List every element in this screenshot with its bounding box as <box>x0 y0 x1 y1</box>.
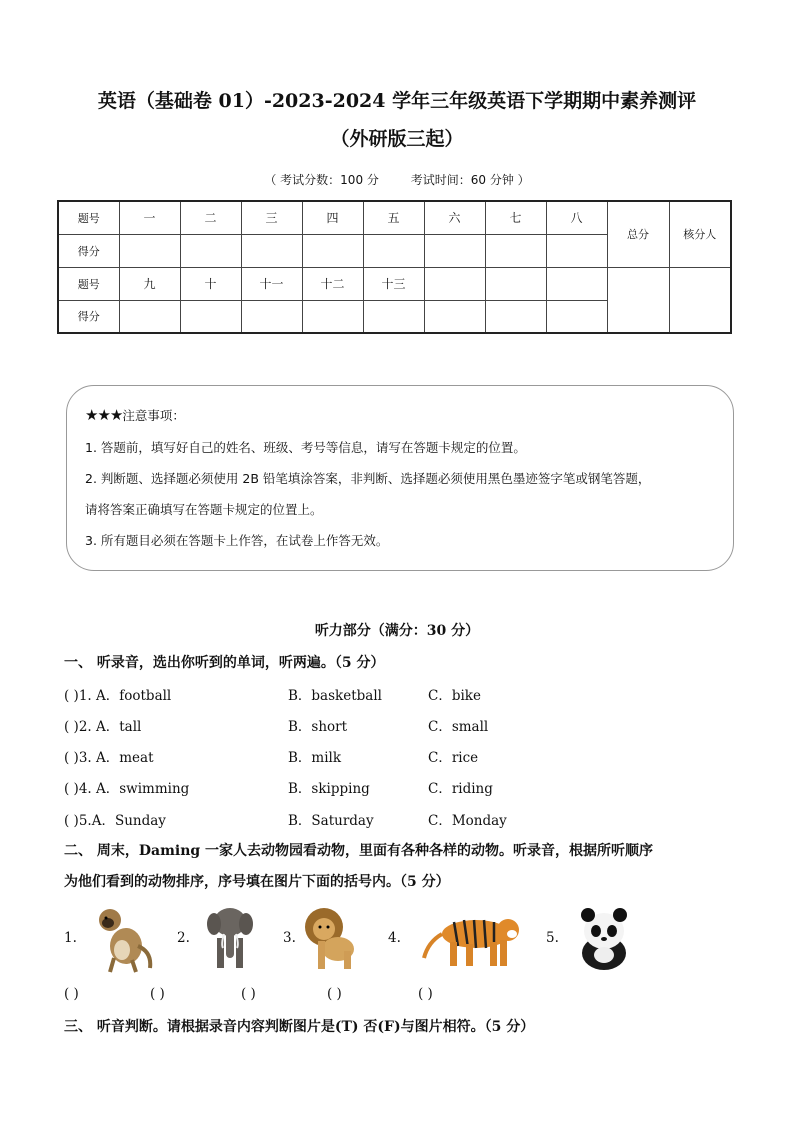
notice-box <box>66 385 734 571</box>
score-cell[interactable] <box>119 234 180 267</box>
checker-cell[interactable] <box>669 267 731 333</box>
notice-heading <box>85 406 185 424</box>
col-header: 一 <box>119 201 180 234</box>
col-header: 十二 <box>302 267 363 300</box>
question-b[interactable]: B．skipping <box>288 781 370 797</box>
col-header: 七 <box>485 201 546 234</box>
panda-icon <box>574 905 634 971</box>
score-cell[interactable] <box>180 234 241 267</box>
listening-heading: 听力部分（满分：30 分） <box>314 623 480 639</box>
question-c[interactable]: C．bike <box>428 688 481 704</box>
question-b[interactable]: B．basketball <box>288 688 382 704</box>
score-cell[interactable] <box>546 234 607 267</box>
question-c[interactable]: C．rice <box>428 750 479 766</box>
score-table <box>57 200 732 334</box>
score-cell[interactable] <box>302 234 363 267</box>
question-a[interactable]: ( )2. A．tall <box>64 719 142 735</box>
page-title: 英语（基础卷 01）-2023-2024 学年三年级英语下学期期中素养测评 <box>97 90 697 112</box>
part3-heading: 三、 听音判断。请根据录音内容判断图片是(T) 否(F)与图片相符。（5 分） <box>64 1019 535 1035</box>
notice-item: 3. 所有题目必须在答题卡上作答，在试卷上作答无效。 <box>85 533 389 548</box>
question-b[interactable]: B．short <box>288 719 348 735</box>
notice-item: 2. 判断题、选择题必须使用 2B 铅笔填涂答案，非判断、选择题必须使用黑色墨迹签字笔或钢笔答题， <box>85 471 651 486</box>
score-cell[interactable] <box>363 300 424 333</box>
animal-label: 2. <box>177 930 190 946</box>
question-label: 题号 <box>58 267 119 300</box>
question-a[interactable]: ( )1. A．football <box>64 688 172 704</box>
score-label: 得分 <box>58 300 119 333</box>
col-header: 十三 <box>363 267 424 300</box>
time-info: 考试时间：60 分钟 ） <box>410 173 530 187</box>
question-a[interactable]: ( )5.A．Sunday <box>64 813 166 829</box>
tiger-icon <box>420 908 524 968</box>
question-c[interactable]: C．Monday <box>428 813 507 829</box>
question-b[interactable]: B．Saturday <box>288 813 374 829</box>
score-cell[interactable] <box>485 234 546 267</box>
score-info: （ 考试分数：100 分 <box>264 173 379 187</box>
col-header <box>546 267 607 300</box>
col-header: 八 <box>546 201 607 234</box>
score-cell[interactable] <box>363 234 424 267</box>
score-cell[interactable] <box>546 300 607 333</box>
notice-item: 请将答案正确填写在答题卡规定的位置上。 <box>85 502 323 517</box>
elephant-icon <box>205 902 255 972</box>
score-cell[interactable] <box>424 234 485 267</box>
animal-label: 1. <box>64 930 77 946</box>
col-header <box>485 267 546 300</box>
animal-label: 3. <box>283 930 296 946</box>
question-label: 题号 <box>58 201 119 234</box>
notice-title: 注意事项： <box>122 408 185 423</box>
question-b[interactable]: B．milk <box>288 750 342 766</box>
page-subtitle: （外研版三起） <box>330 128 464 150</box>
answer-blank[interactable]: ( ) <box>418 986 433 1002</box>
notice-item: 1. 答题前，填写好自己的姓名、班级、考号等信息，请写在答题卡规定的位置。 <box>85 440 526 455</box>
score-label: 得分 <box>58 234 119 267</box>
col-header: 五 <box>363 201 424 234</box>
col-header: 二 <box>180 201 241 234</box>
col-header: 十一 <box>241 267 302 300</box>
answer-blank[interactable]: ( ) <box>150 986 165 1002</box>
question-c[interactable]: C．small <box>428 719 489 735</box>
question-a[interactable]: ( )4. A．swimming <box>64 781 190 797</box>
checker-label: 核分人 <box>669 201 731 267</box>
col-header: 四 <box>302 201 363 234</box>
lion-icon <box>300 905 358 971</box>
monkey-icon <box>88 902 160 974</box>
question-a[interactable]: ( )3. A．meat <box>64 750 154 766</box>
total-label: 总分 <box>607 201 669 267</box>
question-c[interactable]: C．riding <box>428 781 493 797</box>
exam-info <box>0 171 794 188</box>
total-score-cell[interactable] <box>607 267 669 333</box>
score-cell[interactable] <box>485 300 546 333</box>
part1-heading: 一、 听录音，选出你听到的单词，听两遍。（5 分） <box>64 655 385 671</box>
animal-label: 4. <box>388 930 401 946</box>
part2-heading-line1: 二、 周末，Daming 一家人去动物园看动物，里面有各种各样的动物。听录音，根据所听顺序 <box>64 843 654 859</box>
answer-blank[interactable]: ( ) <box>64 986 79 1002</box>
col-header: 十 <box>180 267 241 300</box>
answer-blank[interactable]: ( ) <box>241 986 256 1002</box>
animal-label: 5. <box>546 930 559 946</box>
score-cell[interactable] <box>119 300 180 333</box>
score-cell[interactable] <box>241 300 302 333</box>
score-cell[interactable] <box>180 300 241 333</box>
col-header: 六 <box>424 201 485 234</box>
col-header: 三 <box>241 201 302 234</box>
answer-blank[interactable]: ( ) <box>327 986 342 1002</box>
col-header <box>424 267 485 300</box>
part2-heading-line2: 为他们看到的动物排序，序号填在图片下面的括号内。（5 分） <box>64 874 450 890</box>
col-header: 九 <box>119 267 180 300</box>
stars-icon: ★★★ <box>85 406 123 424</box>
score-cell[interactable] <box>302 300 363 333</box>
score-cell[interactable] <box>424 300 485 333</box>
score-cell[interactable] <box>241 234 302 267</box>
